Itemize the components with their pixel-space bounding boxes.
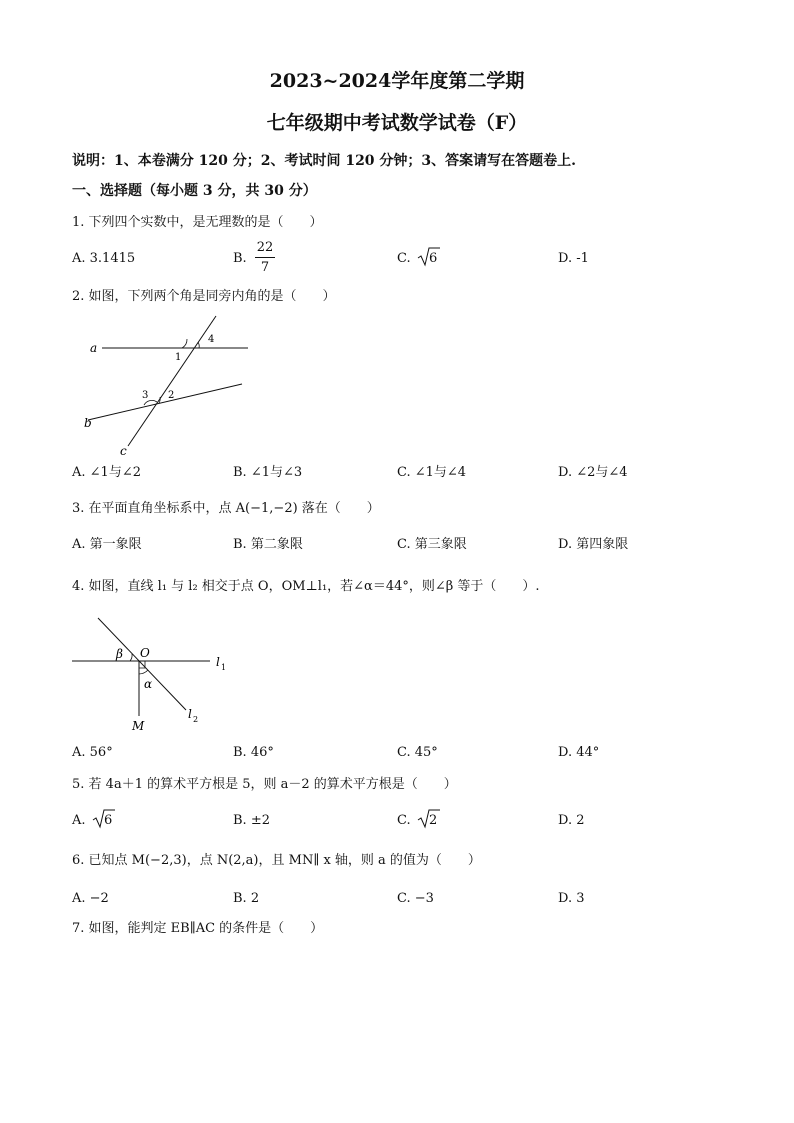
angle-alpha-arc xyxy=(139,670,148,674)
q5-option-d: D. 2 xyxy=(558,813,585,828)
q6-option-d: D. 3 xyxy=(558,891,585,906)
question-4-stem: 4. 如图，直线 l₁ 与 l₂ 相交于点 O，OM⊥l₁，若∠α＝44°，则∠β 等于（ ）. xyxy=(72,579,540,594)
fraction-numerator: 22 xyxy=(256,240,274,255)
question-6-stem: 6. 已知点 M(−2,3)，点 N(2,a)，且 MN∥ x 轴，则 a 的值为（ ） xyxy=(72,853,481,868)
label-line-c: c xyxy=(120,444,127,458)
q5-option-c-label: C. xyxy=(397,813,411,828)
q1-option-d: D. -1 xyxy=(558,251,589,266)
q2-option-c: C. ∠1与∠4 xyxy=(397,465,467,480)
angle-beta-arc xyxy=(130,654,132,661)
fraction-denominator: 7 xyxy=(260,260,270,275)
q6-option-a: A. −2 xyxy=(72,891,109,906)
question-1-stem: 1. 下列四个实数中，是无理数的是（ ） xyxy=(72,215,323,230)
angle-1-arc xyxy=(182,339,187,348)
q4-option-b: B. 46° xyxy=(233,745,274,760)
q1-option-b-label: B. xyxy=(233,251,247,266)
line-c xyxy=(128,316,216,446)
label-alpha: α xyxy=(144,677,153,691)
label-point-m: M xyxy=(132,719,145,733)
q3-option-c: C. 第三象限 xyxy=(397,537,467,552)
q3-option-d: D. 第四象限 xyxy=(558,537,629,552)
label-angle-1: 1 xyxy=(175,352,182,363)
q1-option-c-label: C. xyxy=(397,251,411,266)
q4-figure-diagram xyxy=(68,608,238,738)
label-l1: l xyxy=(216,655,220,669)
q1-option-a: A. 3.1415 xyxy=(72,251,136,266)
question-5-stem: 5. 若 4a＋1 的算术平方根是 5，则 a－2 的算术平方根是（ ） xyxy=(72,777,457,792)
fraction-bar xyxy=(255,257,275,258)
q2-figure-diagram xyxy=(80,310,260,460)
section-heading-choice: 一、选择题（每小题 3 分，共 30 分） xyxy=(72,183,317,199)
q1-option-c-radicand: 6 xyxy=(429,251,438,266)
q6-option-c: C. −3 xyxy=(397,891,434,906)
q5-option-a-radicand: 6 xyxy=(104,813,113,828)
label-l2: l xyxy=(188,707,192,721)
q3-option-a: A. 第一象限 xyxy=(72,537,142,552)
q5-option-c-radicand: 2 xyxy=(429,813,438,828)
label-angle-3: 3 xyxy=(142,390,149,401)
q2-option-b: B. ∠1与∠3 xyxy=(233,465,303,480)
label-l1-subscript: 1 xyxy=(221,663,227,672)
question-3-stem: 3. 在平面直角坐标系中，点 A(−1,−2) 落在（ ） xyxy=(72,501,380,516)
label-line-a: a xyxy=(90,341,98,355)
label-point-o: O xyxy=(140,646,150,660)
q6-option-b: B. 2 xyxy=(233,891,260,906)
label-angle-2: 2 xyxy=(168,390,175,401)
q1-option-b-fraction xyxy=(255,240,275,275)
exam-title: 七年级期中考试数学试卷（F） xyxy=(266,112,528,134)
q4-option-c: C. 45° xyxy=(397,745,438,760)
angle-4-arc xyxy=(198,342,199,348)
q5-option-b: B. ±2 xyxy=(233,813,270,828)
q3-option-b: B. 第二象限 xyxy=(233,537,303,552)
exam-year-title: 2023~2024学年度第二学期 xyxy=(269,70,525,92)
label-beta: β xyxy=(116,647,123,661)
q2-option-d: D. ∠2与∠4 xyxy=(558,465,628,480)
label-l2-subscript: 2 xyxy=(193,715,199,724)
question-7-stem: 7. 如图，能判定 EB∥AC 的条件是（ ） xyxy=(72,921,324,936)
label-angle-4: 4 xyxy=(208,334,215,345)
q5-option-a-label: A. xyxy=(72,813,86,828)
q4-option-d: D. 44° xyxy=(558,745,600,760)
exam-instructions: 说明：1、本卷满分 120 分；2、考试时间 120 分钟；3、答案请写在答题卷上. xyxy=(72,153,577,169)
label-line-b: b xyxy=(84,416,92,430)
line-b xyxy=(88,384,242,420)
q4-option-a: A. 56° xyxy=(72,745,113,760)
question-2-stem: 2. 如图，下列两个角是同旁内角的是（ ） xyxy=(72,289,336,304)
q2-option-a: A. ∠1与∠2 xyxy=(72,465,141,480)
line-l2 xyxy=(98,618,186,710)
